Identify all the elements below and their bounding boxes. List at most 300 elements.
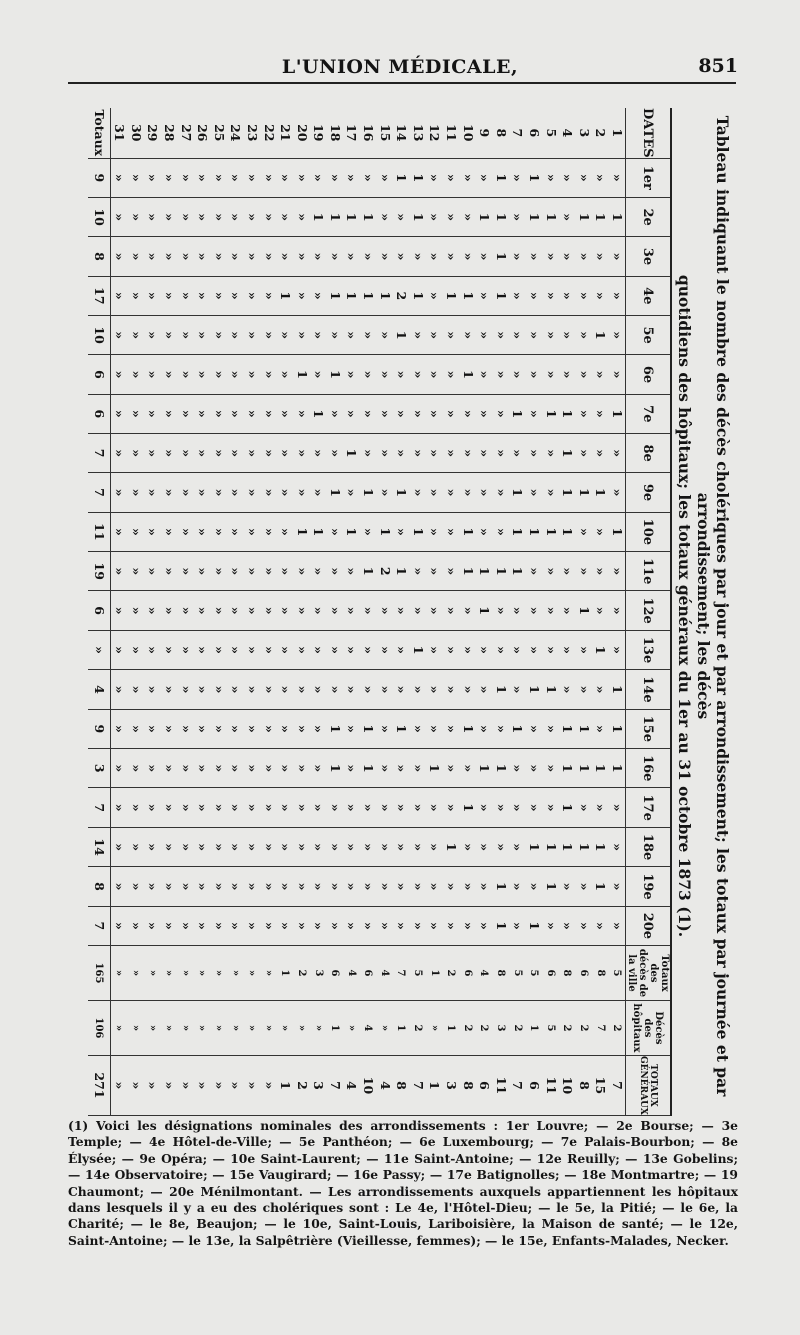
table-cell: » <box>194 355 211 394</box>
table-cell: » <box>293 552 310 591</box>
table-cell: » <box>426 512 443 551</box>
date-cell: 6 <box>525 108 542 158</box>
header-col-9: 9e <box>626 473 672 512</box>
table-cell: 1 <box>525 512 542 551</box>
table-cell: » <box>409 827 426 866</box>
table-cell: » <box>509 827 526 866</box>
table-cell: 1 <box>409 512 426 551</box>
totals-cell: 7 <box>88 906 111 945</box>
table-cell: » <box>293 788 310 827</box>
table-cell: 1 <box>509 473 526 512</box>
table-cell: » <box>260 473 277 512</box>
table-cell: » <box>277 316 294 355</box>
table-cell: » <box>492 433 509 472</box>
table-cell: » <box>277 552 294 591</box>
table-cell: » <box>210 276 227 315</box>
table-cell: » <box>160 158 177 197</box>
table-cell: 2 <box>476 1000 493 1055</box>
table-cell: » <box>293 276 310 315</box>
table-cell: » <box>227 749 244 788</box>
table-cell: » <box>260 433 277 472</box>
table-cell: 1 <box>343 276 360 315</box>
table-cell: » <box>393 198 410 237</box>
table-row <box>459 108 476 1116</box>
table-cell: 1 <box>559 749 576 788</box>
table-cell: » <box>343 552 360 591</box>
table-cell: 6 <box>575 946 592 1001</box>
table-cell: 1 <box>492 158 509 197</box>
date-cell: 21 <box>277 108 294 158</box>
table-cell: 1 <box>393 552 410 591</box>
table-cell: » <box>476 394 493 433</box>
table-cell: » <box>160 591 177 630</box>
table-cell: » <box>194 198 211 237</box>
date-cell: 27 <box>177 108 194 158</box>
table-cell: 11 <box>492 1055 509 1115</box>
date-cell: 8 <box>492 108 509 158</box>
table-cell: » <box>442 630 459 669</box>
table-cell: 11 <box>542 1055 559 1115</box>
table-cell: » <box>476 827 493 866</box>
date-cell: 26 <box>194 108 211 158</box>
table-cell: » <box>210 749 227 788</box>
totals-cell: 9 <box>88 158 111 197</box>
table-cell: 1 <box>542 867 559 906</box>
table-cell: » <box>177 276 194 315</box>
table-cell: 1 <box>542 394 559 433</box>
table-row <box>393 108 410 1116</box>
table-cell: » <box>393 749 410 788</box>
table-cell: » <box>227 276 244 315</box>
table-cell: » <box>227 630 244 669</box>
table-cell: » <box>608 591 625 630</box>
table-cell: » <box>442 433 459 472</box>
cholera-deaths-table <box>88 108 672 1116</box>
table-cell: » <box>542 276 559 315</box>
table-cell: 5 <box>525 946 542 1001</box>
table-cell: » <box>592 709 609 748</box>
table-cell: 1 <box>542 827 559 866</box>
table-cell: » <box>310 552 327 591</box>
table-row <box>525 108 542 1116</box>
table-cell: 1 <box>575 749 592 788</box>
table-cell: » <box>243 158 260 197</box>
table-cell: 4 <box>343 1055 360 1115</box>
table-cell: 7 <box>608 1055 625 1115</box>
table-cell: » <box>293 749 310 788</box>
table-cell: » <box>542 709 559 748</box>
table-cell: 1 <box>509 394 526 433</box>
table-cell: » <box>243 276 260 315</box>
table-cell: » <box>476 906 493 945</box>
table-cell: » <box>409 591 426 630</box>
table-cell: » <box>559 276 576 315</box>
table-cell: » <box>442 591 459 630</box>
table-cell: » <box>459 473 476 512</box>
table-cell: 3 <box>492 1000 509 1055</box>
table-cell: » <box>293 433 310 472</box>
table-cell: » <box>277 906 294 945</box>
table-cell: » <box>210 630 227 669</box>
table-cell: » <box>409 355 426 394</box>
table-cell: 1 <box>509 512 526 551</box>
table-cell: » <box>177 827 194 866</box>
table-cell: » <box>227 670 244 709</box>
table-cell: » <box>426 827 443 866</box>
table-cell: 5 <box>409 946 426 1001</box>
header-col-7: 7e <box>626 394 672 433</box>
table-cell: 1 <box>492 552 509 591</box>
table-cell: » <box>360 788 377 827</box>
table-cell: » <box>210 670 227 709</box>
table-cell: » <box>293 473 310 512</box>
table-cell: » <box>360 512 377 551</box>
table-cell: » <box>127 670 144 709</box>
table-cell: » <box>592 552 609 591</box>
table-cell: » <box>210 867 227 906</box>
table-cell: » <box>393 433 410 472</box>
table-cell: » <box>592 237 609 276</box>
table-cell: » <box>542 906 559 945</box>
table-cell: 2 <box>509 1000 526 1055</box>
table-cell: » <box>492 630 509 669</box>
table-cell: » <box>326 394 343 433</box>
totals-cell: 6 <box>88 591 111 630</box>
totals-cell: 8 <box>88 867 111 906</box>
table-cell: » <box>293 670 310 709</box>
table-cell: » <box>110 709 127 748</box>
table-cell: » <box>194 512 211 551</box>
table-cell: » <box>360 394 377 433</box>
table-cell: 2 <box>409 1000 426 1055</box>
table-cell: » <box>426 867 443 906</box>
running-head <box>0 0 800 90</box>
table-cell: » <box>227 906 244 945</box>
table-cell: » <box>160 198 177 237</box>
table-cell: » <box>426 433 443 472</box>
table-cell: » <box>144 198 161 237</box>
table-cell: » <box>177 788 194 827</box>
table-cell: » <box>127 552 144 591</box>
table-cell: » <box>360 433 377 472</box>
table-cell: 1 <box>426 1055 443 1115</box>
table-cell: » <box>343 473 360 512</box>
table-cell: 1 <box>343 198 360 237</box>
table-cell: » <box>227 473 244 512</box>
table-cell: » <box>194 473 211 512</box>
table-cell: » <box>409 670 426 709</box>
table-cell: » <box>426 709 443 748</box>
table-cell: » <box>343 867 360 906</box>
table-cell: » <box>608 630 625 669</box>
table-cell: » <box>260 906 277 945</box>
table-cell: » <box>243 670 260 709</box>
header-col-19: 19e <box>626 867 672 906</box>
table-row <box>509 108 526 1116</box>
table-cell: » <box>293 394 310 433</box>
table-cell: » <box>160 788 177 827</box>
table-cell: » <box>442 237 459 276</box>
table-cell: 5 <box>608 946 625 1001</box>
table-cell: » <box>310 670 327 709</box>
table-cell: 1 <box>409 198 426 237</box>
table-cell: » <box>608 552 625 591</box>
table-cell: » <box>260 355 277 394</box>
table-row <box>442 108 459 1116</box>
table-cell: » <box>426 552 443 591</box>
table-cell: » <box>542 433 559 472</box>
date-cell: 30 <box>127 108 144 158</box>
table-row <box>360 108 377 1116</box>
table-cell: » <box>360 158 377 197</box>
table-cell: » <box>144 670 161 709</box>
table-cell: » <box>525 630 542 669</box>
table-cell: » <box>310 237 327 276</box>
table-cell: » <box>277 591 294 630</box>
date-cell: 5 <box>542 108 559 158</box>
table-cell: » <box>210 591 227 630</box>
header-col-23: TOTAUX GÉNÉRAUX <box>626 1055 672 1115</box>
table-row <box>160 108 177 1116</box>
table-cell: » <box>293 237 310 276</box>
table-cell: » <box>194 237 211 276</box>
table-cell: » <box>559 237 576 276</box>
totals-cell: 9 <box>88 709 111 748</box>
table-cell: » <box>426 788 443 827</box>
table-cell: » <box>393 630 410 669</box>
table-cell: » <box>360 827 377 866</box>
table-cell: » <box>160 867 177 906</box>
table-cell: » <box>110 670 127 709</box>
header-col-3: 3e <box>626 237 672 276</box>
table-cell: » <box>476 512 493 551</box>
table-cell: » <box>144 433 161 472</box>
table-cell: » <box>227 512 244 551</box>
table-cell: » <box>277 237 294 276</box>
totals-cell: 14 <box>88 827 111 866</box>
table-cell: » <box>210 394 227 433</box>
table-cell: 1 <box>592 198 609 237</box>
header-dates: DATES <box>626 108 672 158</box>
table-cell: 8 <box>459 1055 476 1115</box>
table-cell: » <box>144 158 161 197</box>
header-col-20: 20e <box>626 906 672 945</box>
table-cell: 8 <box>492 946 509 1001</box>
table-cell: 1 <box>559 512 576 551</box>
table-cell: 1 <box>542 198 559 237</box>
table-cell: 8 <box>393 1055 410 1115</box>
table-cell: » <box>409 906 426 945</box>
table-cell: » <box>310 1000 327 1055</box>
table-cell: » <box>260 198 277 237</box>
table-cell: » <box>525 788 542 827</box>
table-cell: » <box>210 355 227 394</box>
header-col-12: 12e <box>626 591 672 630</box>
table-cell: » <box>376 709 393 748</box>
table-cell: » <box>144 276 161 315</box>
table-cell: » <box>243 709 260 748</box>
table-cell: 1 <box>360 709 377 748</box>
totals-cell: 10 <box>88 316 111 355</box>
table-cell: » <box>592 906 609 945</box>
table-cell: 1 <box>559 788 576 827</box>
table-cell: » <box>393 788 410 827</box>
table-cell: » <box>144 512 161 551</box>
table-cell: » <box>459 867 476 906</box>
table-cell: » <box>608 355 625 394</box>
table-cell: » <box>360 867 377 906</box>
header-col-6: 6e <box>626 355 672 394</box>
table-cell: » <box>144 1000 161 1055</box>
date-cell: 9 <box>476 108 493 158</box>
table-cell: » <box>326 237 343 276</box>
date-cell: 22 <box>260 108 277 158</box>
table-cell: » <box>260 394 277 433</box>
table-cell: » <box>409 394 426 433</box>
date-cell: 29 <box>144 108 161 158</box>
table-cell: 1 <box>492 867 509 906</box>
table-cell: » <box>210 552 227 591</box>
table-cell: » <box>110 591 127 630</box>
table-cell: » <box>243 198 260 237</box>
table-cell: » <box>343 316 360 355</box>
date-cell: 13 <box>409 108 426 158</box>
table-cell: » <box>210 906 227 945</box>
table-cell: » <box>160 552 177 591</box>
table-cell: » <box>110 433 127 472</box>
totals-row <box>88 108 111 1116</box>
table-row <box>110 108 127 1116</box>
date-cell: 14 <box>393 108 410 158</box>
table-cell: » <box>575 512 592 551</box>
table-cell: » <box>227 1055 244 1115</box>
table-cell: » <box>210 158 227 197</box>
table-row <box>127 108 144 1116</box>
table-cell: » <box>110 630 127 669</box>
table-cell: » <box>442 394 459 433</box>
table-cell: 1 <box>293 355 310 394</box>
footnote: (1) Voici les désignations nominales des arrondissements : 1er Louvre; — 2e Bourse; — 3e Temple; — 4e Hôtel-de-Ville; — 5e Panthéon; — 6e Luxembourg; — 7e Palais-Bourbon; — 8e Élysée; — 9e Opéra; — 10e Saint-Laurent; — 11e Saint-Antoine; — 12e Reuilly; — 13e Gobelins; — 14e Observatoire; — 15e Vaugirard; — 16e Passy; — 17e Batignolles; — 18e Montmartre; — 19 Chaumont; — 20e Ménilmontant. — Les arrondissements auxquels appartiennent les hôpitaux dans lesquels il y a eu des cholériques sont : Le 4e, l'Hôtel-Dieu; — le 5e, la Pitié; — le 6e, la Charité; — le 8e, Beaujon; — le 10e, Saint-Louis, Lariboisière, la Maison de santé; — le 12e, Saint-Antoine; — le 13e, la Salpêtrière (Vieillesse, femmes); — le 15e, Enfants-Malades, Necker. <box>68 1118 738 1248</box>
table-cell: » <box>194 316 211 355</box>
table-cell: 6 <box>459 946 476 1001</box>
table-cell: 1 <box>409 276 426 315</box>
table-cell: » <box>243 316 260 355</box>
table-cell: » <box>144 906 161 945</box>
totals-cell: » <box>88 630 111 669</box>
table-cell: » <box>492 827 509 866</box>
table-cell: 1 <box>326 198 343 237</box>
table-cell: » <box>509 237 526 276</box>
table-cell: » <box>210 198 227 237</box>
table-caption-line-1: Tableau indiquant le nombre des décès cholériques par jour et par arrondissement; les totaux par journée et par arrondissement; les décès <box>694 115 732 1097</box>
table-cell: » <box>310 867 327 906</box>
table-cell: 1 <box>492 670 509 709</box>
table-cell: » <box>476 276 493 315</box>
table-cell: » <box>260 1000 277 1055</box>
table-cell: » <box>194 788 211 827</box>
table-body <box>88 108 626 1116</box>
table-cell: » <box>592 433 609 472</box>
table-cell: » <box>194 433 211 472</box>
table-cell: » <box>243 906 260 945</box>
table-cell: » <box>277 512 294 551</box>
table-cell: » <box>459 237 476 276</box>
table-cell: » <box>227 433 244 472</box>
table-cell: 1 <box>459 512 476 551</box>
table-cell: » <box>409 473 426 512</box>
table-cell: » <box>542 749 559 788</box>
date-cell: 12 <box>426 108 443 158</box>
table-cell: » <box>110 1055 127 1115</box>
table-cell: » <box>310 827 327 866</box>
table-cell: 3 <box>310 946 327 1001</box>
table-cell: » <box>227 867 244 906</box>
table-cell: » <box>393 355 410 394</box>
table-cell: » <box>360 630 377 669</box>
table-cell: » <box>409 749 426 788</box>
table-cell: » <box>127 1000 144 1055</box>
table-row <box>326 108 343 1116</box>
table-cell: » <box>442 158 459 197</box>
header-col-17: 17e <box>626 788 672 827</box>
table-cell: » <box>575 867 592 906</box>
table-cell: 1 <box>442 276 459 315</box>
table-cell: » <box>509 670 526 709</box>
table-cell: 10 <box>559 1055 576 1115</box>
table-cell: » <box>243 237 260 276</box>
table-cell: » <box>160 473 177 512</box>
table-cell: » <box>160 316 177 355</box>
table-cell: » <box>542 473 559 512</box>
table-cell: » <box>525 355 542 394</box>
table-cell: 1 <box>575 591 592 630</box>
table-cell: » <box>277 670 294 709</box>
table-cell: 1 <box>592 867 609 906</box>
table-caption-line-2: quotidiens des hôpitaux; les totaux généraux du 1er au 31 octobre 1873 (1). <box>675 274 694 938</box>
table-cell: » <box>592 512 609 551</box>
table-cell: 1 <box>592 827 609 866</box>
date-cell: 1 <box>608 108 625 158</box>
header-col-16: 16e <box>626 749 672 788</box>
table-cell: » <box>277 198 294 237</box>
table-cell: » <box>160 512 177 551</box>
totals-cell: 11 <box>88 512 111 551</box>
table-cell: » <box>194 709 211 748</box>
table-cell: » <box>144 552 161 591</box>
table-cell: 5 <box>509 946 526 1001</box>
table-cell: » <box>127 827 144 866</box>
table-cell: 1 <box>459 552 476 591</box>
table-cell: » <box>227 709 244 748</box>
table-cell: 7 <box>409 1055 426 1115</box>
table-cell: » <box>509 867 526 906</box>
table-cell: » <box>243 591 260 630</box>
header-col-21: Totaux des décès de la ville <box>626 946 672 1001</box>
table-cell: 1 <box>608 512 625 551</box>
header-col-11: 11e <box>626 552 672 591</box>
table-cell: » <box>442 670 459 709</box>
table-cell: » <box>559 552 576 591</box>
table-cell: » <box>110 237 127 276</box>
table-cell: » <box>426 473 443 512</box>
table-cell: 1 <box>492 276 509 315</box>
table-cell: » <box>459 749 476 788</box>
date-cell: 24 <box>227 108 244 158</box>
table-cell: » <box>559 630 576 669</box>
table-cell: » <box>326 906 343 945</box>
table-cell: » <box>210 788 227 827</box>
table-cell: » <box>177 552 194 591</box>
